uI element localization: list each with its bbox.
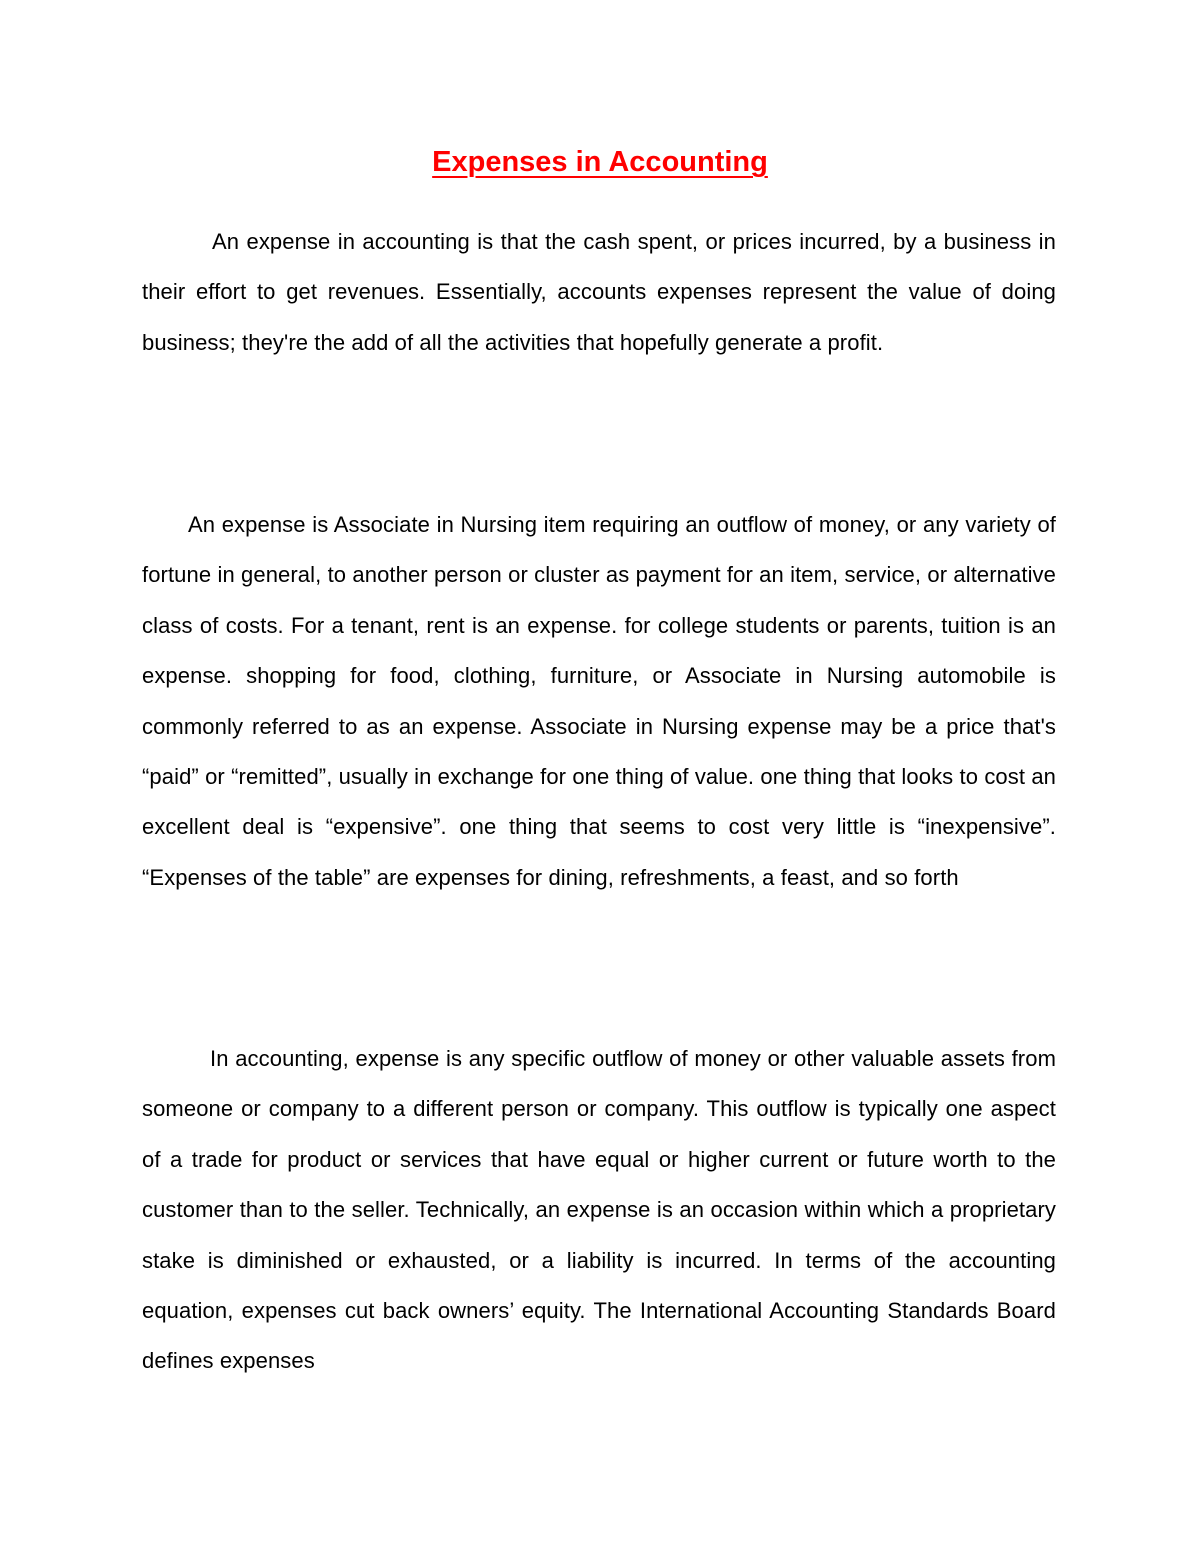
paragraph-accounting-view: In accounting, expense is any specific outflow of money or other valuable assets from someone or company to a different person or company. This outflow is typically one aspect of a trade for product or services that have equal or higher current or future worth to the customer than to the seller. Technically, an expense is an occasion within which a proprietary stake is diminished or exhausted, or a liability is incurred. In terms of the accounting equation, expenses cut back owners’ equity. The International Accounting Standards Board defines expenses [142, 1046, 1056, 1374]
paragraph-definition: An expense in accounting is that the cash spent, or prices incurred, by a business in their effort to get revenues. Essentially, accounts expenses represent the value of doing business; they're the add of all the activities that hopefully generate a profit. [142, 229, 1056, 355]
document-title: Expenses in Accounting [432, 146, 768, 178]
paragraph-examples: An expense is Associate in Nursing item requiring an outflow of money, or any variety of fortune in general, to another person or cluster as payment for an item, service, or alternative class of costs. For a tenant, rent is an expense. for college students or parents, tuition is an expense. shopping for food, clothing, furniture, or Associate in Nursing automobile is commonly referred to as an expense. Associate in Nursing expense may be a price that's “paid” or “remitted”, usually in exchange for one thing of value. one thing that looks to cost an excellent deal is “expensive”. one thing that seems to cost very little is “inexpensive”. “Expenses of the table” are expenses for dining, refreshments, a feast, and so forth [142, 512, 1056, 890]
